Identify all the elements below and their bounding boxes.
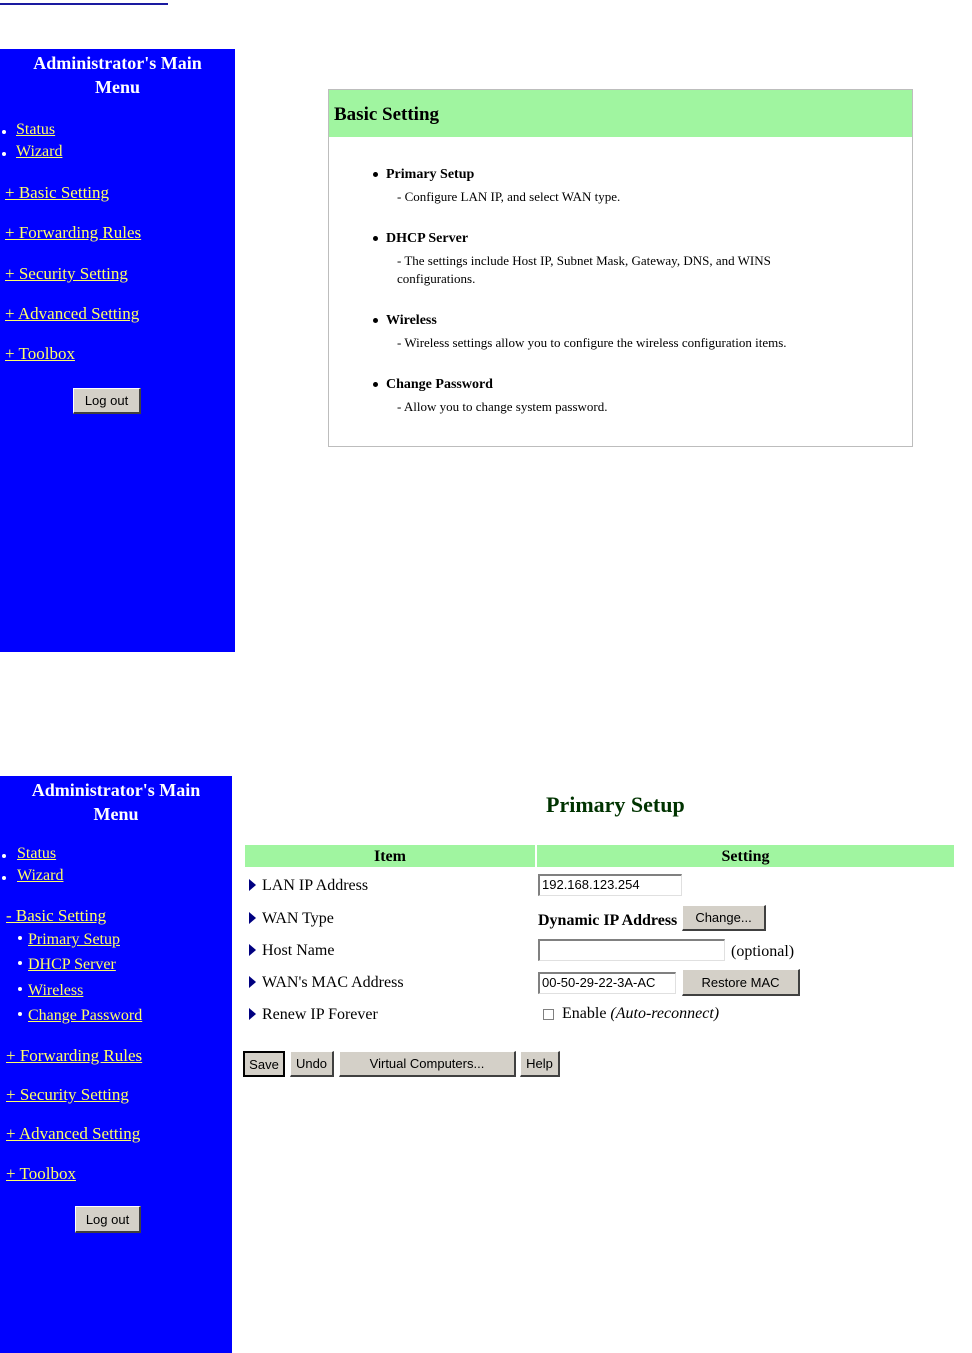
restore-mac-button[interactable]: Restore MAC [682, 969, 800, 996]
menu-link-wizard[interactable]: Wizard [16, 143, 63, 160]
menu-link-wizard[interactable]: Wizard [17, 867, 64, 884]
menu-basic-setting[interactable]: + Basic Setting [5, 183, 110, 202]
row-label-wan-type: WAN Type [249, 910, 334, 928]
logout-button[interactable]: Log out [73, 388, 141, 414]
menu-link-status[interactable]: Status [16, 121, 56, 138]
submenu-change-password[interactable]: Change Password [28, 1007, 143, 1024]
basic-item-dhcp-server [386, 231, 826, 288]
help-button[interactable]: Help [520, 1051, 560, 1077]
host-name-input[interactable] [538, 939, 725, 961]
menu-toolbox[interactable]: + Toolbox [5, 344, 75, 363]
row-label-host-name: Host Name [249, 942, 334, 960]
renew-ip-checkbox[interactable] [543, 1009, 554, 1020]
top-link-underline[interactable] [0, 0, 168, 5]
undo-button[interactable]: Undo [290, 1051, 334, 1077]
bullet-icon [373, 318, 378, 323]
lan-ip-input[interactable]: 192.168.123.254 [538, 874, 682, 896]
basic-item-title: Change Password [386, 377, 493, 392]
basic-item-primary-setup [386, 167, 856, 206]
basic-item-title: DHCP Server [386, 231, 469, 246]
wan-type-value: Dynamic IP Address [538, 912, 678, 929]
bullet-icon [373, 236, 378, 241]
menu-advanced-setting[interactable]: + Advanced Setting [6, 1124, 141, 1143]
menu-title: Administrator's Main Menu [31, 780, 201, 824]
enable-label: Enable (Auto-reconnect) [562, 1005, 720, 1022]
logout-button[interactable]: Log out [75, 1206, 141, 1233]
arrow-right-icon [249, 912, 256, 924]
arrow-right-icon [249, 1008, 256, 1020]
bullet-icon [373, 382, 378, 387]
basic-item-title: Wireless [386, 313, 437, 328]
row-label-lan-ip: LAN IP Address [249, 877, 368, 895]
basic-item-desc: - Wireless settings allow you to configure the wireless configuration items. [397, 335, 787, 350]
auto-reconnect-label: (Auto-reconnect) [610, 1005, 720, 1022]
column-header-item: Item [245, 845, 535, 867]
bullet-icon [2, 854, 6, 858]
menu-security-setting[interactable]: + Security Setting [5, 264, 128, 283]
page-title: Primary Setup [546, 792, 685, 817]
bullet-icon [373, 172, 378, 177]
change-wan-button[interactable]: Change... [682, 905, 766, 931]
column-header-setting: Setting [537, 845, 954, 867]
menu-forwarding-rules[interactable]: + Forwarding Rules [6, 1046, 143, 1065]
mac-address-input[interactable]: 00-50-29-22-3A-AC [538, 972, 676, 994]
optional-label: (optional) [731, 943, 795, 960]
basic-item-desc: - The settings include Host IP, Subnet Mask, Gateway, DNS, and WINS configurations. [397, 253, 771, 286]
bullet-icon [18, 1012, 22, 1016]
menu-link-status[interactable]: Status [17, 845, 57, 862]
arrow-right-icon [249, 879, 256, 891]
row-label-renew-ip: Renew IP Forever [249, 1006, 378, 1024]
basic-item-title: Primary Setup [386, 167, 475, 182]
submenu-primary-setup[interactable]: Primary Setup [28, 931, 120, 948]
virtual-computers-button[interactable]: Virtual Computers... [339, 1051, 516, 1077]
arrow-right-icon [249, 944, 256, 956]
arrow-right-icon [249, 976, 256, 988]
menu-forwarding-rules[interactable]: + Forwarding Rules [5, 223, 142, 242]
submenu-dhcp-server[interactable]: DHCP Server [28, 956, 116, 973]
bullet-icon [2, 876, 6, 880]
bullet-icon [18, 987, 22, 991]
row-label-mac-address: WAN's MAC Address [249, 974, 404, 992]
bullet-icon [18, 936, 22, 940]
basic-item-desc: - Configure LAN IP, and select WAN type. [397, 189, 621, 204]
menu-security-setting[interactable]: + Security Setting [6, 1085, 129, 1104]
save-button[interactable]: Save [243, 1051, 285, 1077]
basic-setting-header: Basic Setting [329, 90, 912, 137]
basic-item-desc: - Allow you to change system password. [397, 399, 608, 414]
menu-toolbox[interactable]: + Toolbox [6, 1164, 76, 1183]
bullet-icon [18, 961, 22, 965]
basic-item-change-password [386, 377, 856, 416]
bullet-icon [2, 152, 6, 156]
submenu-wireless[interactable]: Wireless [28, 982, 84, 999]
bullet-icon [2, 130, 6, 134]
basic-item-wireless [386, 313, 856, 352]
menu-basic-setting-expanded[interactable]: - Basic Setting [6, 906, 107, 925]
menu-title: Administrator's Main Menu [33, 53, 202, 97]
menu-advanced-setting[interactable]: + Advanced Setting [5, 304, 140, 323]
